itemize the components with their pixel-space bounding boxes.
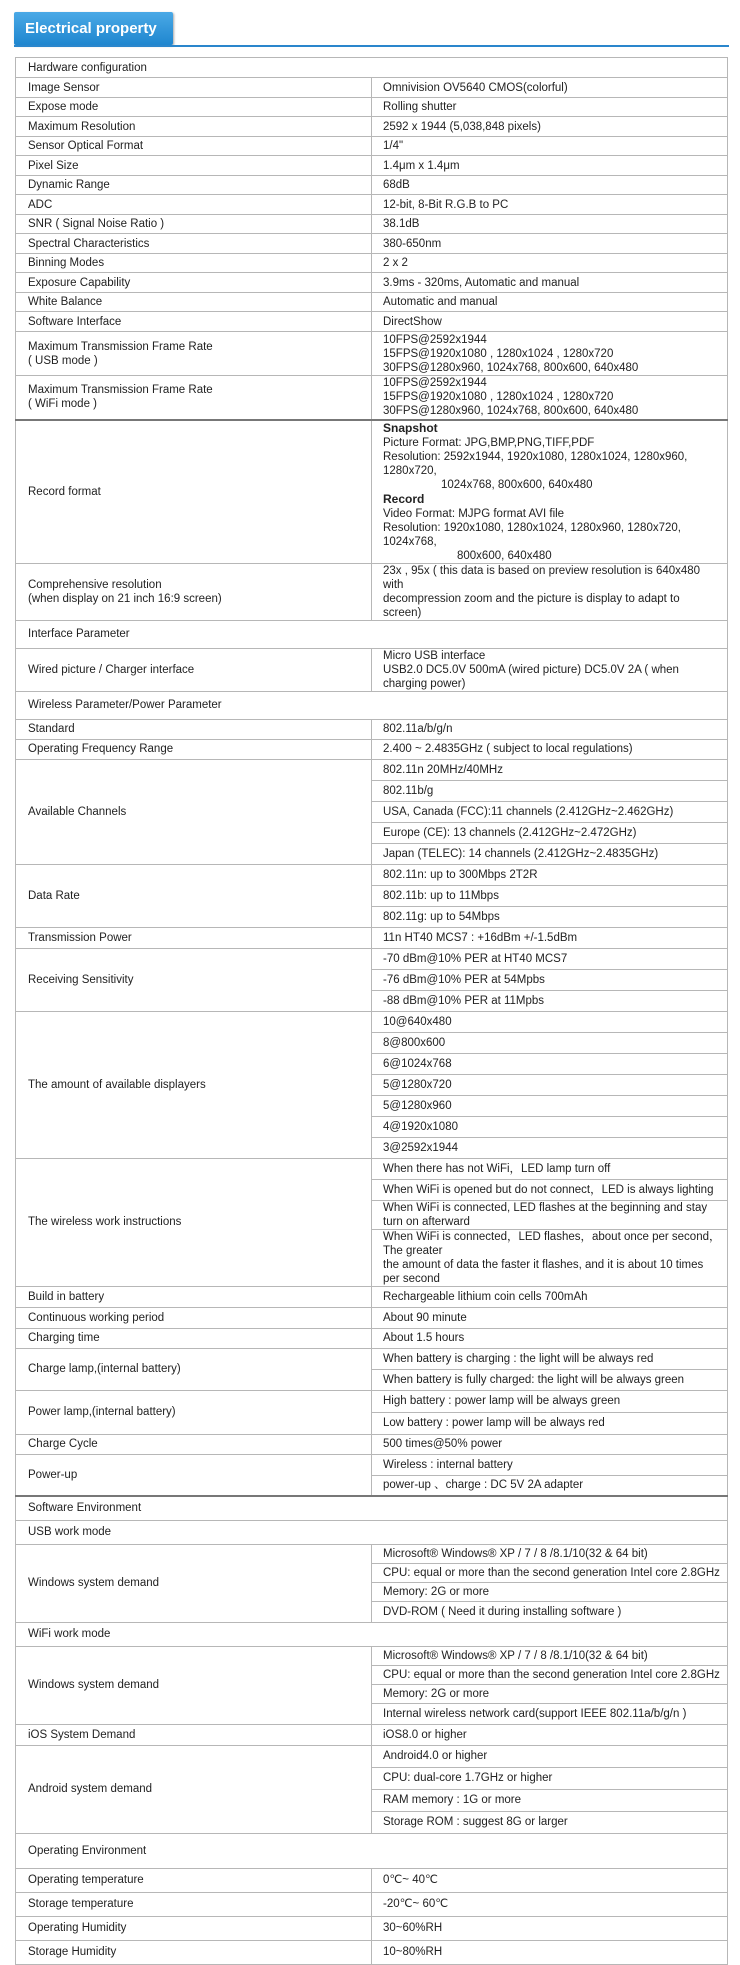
comp-value-line: decompression zoom and the picture is display to adapt to screen): [383, 592, 680, 619]
spec-key: Standard: [16, 719, 372, 739]
spec-value: Internal wireless network card(support IEEE 802.11a/b/g/n ): [372, 1703, 728, 1724]
spec-row: [16, 1940, 728, 1964]
spec-key: Pixel Size: [16, 156, 372, 176]
spec-key: iOS System Demand: [16, 1724, 372, 1745]
spec-key: Storage Humidity: [16, 1940, 372, 1964]
spec-key: Transmission Power: [16, 927, 372, 948]
spec-key: Continuous working period: [16, 1307, 372, 1328]
spec-key: Operating temperature: [16, 1868, 372, 1892]
section-software: Software Environment: [16, 1496, 728, 1520]
banner-rule: [14, 45, 729, 47]
section-row-interface: [16, 620, 728, 648]
spec-row: [16, 195, 728, 215]
fps-usb-key-line: Maximum Transmission Frame Rate: [28, 340, 213, 353]
spec-value: 802.11b/g: [372, 780, 728, 801]
spec-key: ADC: [16, 195, 372, 215]
subsection-row: [16, 1520, 728, 1544]
spec-table: [15, 57, 728, 1965]
record-resolution: Resolution: 1920x1080, 1280x1024, 1280x960, 1280x720, 1024x768,: [383, 521, 681, 548]
spec-row: [16, 948, 728, 969]
spec-key: Image Sensor: [16, 78, 372, 98]
spec-row: [16, 1307, 728, 1328]
spec-row: [16, 1011, 728, 1032]
spec-value: High battery : power lamp will be always green: [372, 1390, 728, 1412]
spec-value: [372, 376, 728, 420]
record-video-format: Video Format: MJPG format AVI file: [383, 507, 565, 520]
spec-value: When battery is fully charged: the light will be always green: [372, 1369, 728, 1390]
spec-value: 802.11g: up to 54Mbps: [372, 906, 728, 927]
spec-value: When battery is charging : the light will be always red: [372, 1348, 728, 1369]
spec-row: [16, 1390, 728, 1412]
spec-key: Available Channels: [16, 759, 372, 864]
spec-key: The amount of available displayers: [16, 1011, 372, 1158]
spec-value: 68dB: [372, 176, 728, 195]
section-hardware: Hardware configuration: [16, 58, 728, 78]
spec-value: 1.4μm x 1.4μm: [372, 156, 728, 176]
spec-row: [16, 1328, 728, 1348]
spec-value: 0℃~ 40℃: [372, 1868, 728, 1892]
spec-row: [16, 1434, 728, 1454]
spec-value: Microsoft® Windows® XP / 7 / 8 /8.1/10(32 & 64 bit): [372, 1544, 728, 1563]
spec-key: Power-up: [16, 1454, 372, 1496]
section-row-environment: [16, 1833, 728, 1868]
spec-value: CPU: dual-core 1.7GHz or higher: [372, 1767, 728, 1789]
spec-key: Windows system demand: [16, 1544, 372, 1622]
subsection-usb-mode: USB work mode: [16, 1520, 728, 1544]
spec-value: RAM memory : 1G or more: [372, 1789, 728, 1811]
spec-value: 3.9ms - 320ms, Automatic and manual: [372, 273, 728, 293]
spec-value: 12-bit, 8-Bit R.G.B to PC: [372, 195, 728, 215]
spec-value: 4@1920x1080: [372, 1116, 728, 1137]
comp-key-line: Comprehensive resolution: [28, 578, 162, 591]
spec-key: Expose mode: [16, 98, 372, 117]
spec-value: [372, 648, 728, 691]
spec-row: [16, 293, 728, 312]
subsection-wifi-mode: WiFi work mode: [16, 1622, 728, 1646]
spec-row: [16, 1724, 728, 1745]
spec-key: Storage temperature: [16, 1892, 372, 1916]
spec-value: When there has not WiFi，LED lamp turn off: [372, 1158, 728, 1179]
record-title: Record: [383, 491, 425, 506]
spec-key: Power lamp,(internal battery): [16, 1390, 372, 1434]
spec-key: [16, 332, 372, 376]
section-banner: Electrical property: [14, 12, 173, 45]
spec-value: 8@800x600: [372, 1032, 728, 1053]
spec-key: Spectral Characteristics: [16, 234, 372, 254]
spec-value: 6@1024x768: [372, 1053, 728, 1074]
section-environment: Operating Environment: [16, 1833, 728, 1868]
spec-value: 802.11a/b/g/n: [372, 719, 728, 739]
spec-value: -20℃~ 60℃: [372, 1892, 728, 1916]
snapshot-format: Picture Format: JPG,BMP,PNG,TIFF,PDF: [383, 436, 595, 449]
spec-row: [16, 156, 728, 176]
spec-row: [16, 739, 728, 759]
spec-value: 30~60%RH: [372, 1916, 728, 1940]
spec-row: [16, 563, 728, 620]
spec-value: 3@2592x1944: [372, 1137, 728, 1158]
spec-value: CPU: equal or more than the second generation Intel core 2.8GHz: [372, 1563, 728, 1582]
fps-line: 30FPS@1280x960, 1024x768, 800x600, 640x480: [383, 361, 639, 374]
spec-row: [16, 1916, 728, 1940]
fps-usb-key-line: ( USB mode ): [28, 354, 98, 367]
interface-line: Micro USB interface: [383, 649, 486, 662]
section-interface: Interface Parameter: [16, 620, 728, 648]
spec-value: Storage ROM : suggest 8G or larger: [372, 1811, 728, 1833]
spec-key: [16, 376, 372, 420]
spec-key: Sensor Optical Format: [16, 137, 372, 156]
spec-row: [16, 759, 728, 780]
spec-value: 38.1dB: [372, 215, 728, 234]
spec-key: Record format: [16, 420, 372, 564]
spec-value: Wireless : internal battery: [372, 1454, 728, 1475]
spec-key: Data Rate: [16, 864, 372, 927]
spec-key: Maximum Resolution: [16, 117, 372, 137]
snapshot-resolution: Resolution: 2592x1944, 1920x1080, 1280x1024, 1280x960, 1280x720,: [383, 450, 688, 477]
spec-value: 2 x 2: [372, 254, 728, 273]
spec-value: -70 dBm@10% PER at HT40 MCS7: [372, 948, 728, 969]
spec-row: [16, 1544, 728, 1563]
spec-value: -76 dBm@10% PER at 54Mpbs: [372, 969, 728, 990]
interface-line: USB2.0 DC5.0V 500mA (wired picture) DC5.0V 2A ( when charging power): [383, 663, 679, 690]
spec-row: [16, 78, 728, 98]
spec-value: Rechargeable lithium coin cells 700mAh: [372, 1286, 728, 1307]
instruction-line: When WiFi is connected，LED flashes，about once per second，The greater: [383, 1230, 721, 1257]
spec-key: Operating Frequency Range: [16, 739, 372, 759]
spec-value: When WiFi is connected, LED flashes at the beginning and stay turn on afterward: [372, 1200, 728, 1229]
spec-row: [16, 648, 728, 691]
spec-value: 11n HT40 MCS7 : +16dBm +/-1.5dBm: [372, 927, 728, 948]
spec-row: [16, 1892, 728, 1916]
spec-row: [16, 1286, 728, 1307]
spec-value: 10@640x480: [372, 1011, 728, 1032]
spec-value: 802.11n: up to 300Mbps 2T2R: [372, 864, 728, 885]
section-row-hardware: [16, 58, 728, 78]
spec-value: Europe (CE): 13 channels (2.412GHz~2.472GHz): [372, 822, 728, 843]
spec-value: Rolling shutter: [372, 98, 728, 117]
spec-key: Charge Cycle: [16, 1434, 372, 1454]
spec-value: [372, 1229, 728, 1286]
spec-value: power-up 、charge : DC 5V 2A adapter: [372, 1475, 728, 1496]
spec-key: Windows system demand: [16, 1646, 372, 1724]
spec-row: [16, 254, 728, 273]
spec-value: 802.11n 20MHz/40MHz: [372, 759, 728, 780]
spec-value: 2.400 ~ 2.4835GHz ( subject to local regulations): [372, 739, 728, 759]
spec-value: DirectShow: [372, 312, 728, 332]
spec-row: [16, 98, 728, 117]
spec-row: [16, 234, 728, 254]
spec-value: 1/4": [372, 137, 728, 156]
spec-value: 2592 x 1944 (5,038,848 pixels): [372, 117, 728, 137]
spec-key: Wired picture / Charger interface: [16, 648, 372, 691]
spec-row: [16, 1454, 728, 1475]
spec-row: [16, 332, 728, 376]
spec-key: Binning Modes: [16, 254, 372, 273]
spec-key: Software Interface: [16, 312, 372, 332]
spec-value: 10~80%RH: [372, 1940, 728, 1964]
spec-row: [16, 1745, 728, 1767]
spec-key: Operating Humidity: [16, 1916, 372, 1940]
spec-row: [16, 176, 728, 195]
spec-key: Charging time: [16, 1328, 372, 1348]
spec-value: 5@1280x960: [372, 1095, 728, 1116]
spec-row: [16, 273, 728, 293]
spec-value: Japan (TELEC): 14 channels (2.412GHz~2.4835GHz): [372, 843, 728, 864]
spec-key: Charge lamp,(internal battery): [16, 1348, 372, 1390]
spec-key: White Balance: [16, 293, 372, 312]
spec-value: Memory: 2G or more: [372, 1582, 728, 1601]
instruction-line: the amount of data the faster it flashes, and it is about 10 times per second: [383, 1258, 704, 1285]
snapshot-resolution-cont: 1024x768, 800x600, 640x480: [441, 478, 593, 491]
spec-value: iOS8.0 or higher: [372, 1724, 728, 1745]
spec-row: [16, 719, 728, 739]
spec-row: [16, 137, 728, 156]
section-wireless: Wireless Parameter/Power Parameter: [16, 691, 728, 719]
spec-value: Microsoft® Windows® XP / 7 / 8 /8.1/10(32 & 64 bit): [372, 1646, 728, 1665]
spec-key: [16, 563, 372, 620]
spec-row: [16, 420, 728, 564]
spec-key: Build in battery: [16, 1286, 372, 1307]
spec-row: [16, 1868, 728, 1892]
spec-key: The wireless work instructions: [16, 1158, 372, 1286]
section-row-software: [16, 1496, 728, 1520]
spec-key: SNR ( Signal Noise Ratio ): [16, 215, 372, 234]
comp-key-line: (when display on 21 inch 16:9 screen): [28, 592, 222, 605]
spec-row: [16, 927, 728, 948]
snapshot-title: Snapshot: [383, 420, 438, 435]
spec-row: [16, 312, 728, 332]
spec-value: Automatic and manual: [372, 293, 728, 312]
spec-value: [372, 563, 728, 620]
fps-line: 15FPS@1920x1080 , 1280x1024 , 1280x720: [383, 391, 614, 404]
spec-row: [16, 1646, 728, 1665]
spec-value: [372, 420, 728, 564]
spec-value: 380-650nm: [372, 234, 728, 254]
fps-line: 10FPS@2592x1944: [383, 377, 487, 390]
spec-value: Low battery : power lamp will be always red: [372, 1412, 728, 1434]
spec-value: When WiFi is opened but do not connect，LED is always lighting: [372, 1179, 728, 1200]
spec-value: 500 times@50% power: [372, 1434, 728, 1454]
spec-key: Receiving Sensitivity: [16, 948, 372, 1011]
spec-value: Omnivision OV5640 CMOS(colorful): [372, 78, 728, 98]
subsection-row: [16, 1622, 728, 1646]
spec-row: [16, 117, 728, 137]
spec-value: -88 dBm@10% PER at 11Mpbs: [372, 990, 728, 1011]
spec-value: 5@1280x720: [372, 1074, 728, 1095]
spec-value: Android4.0 or higher: [372, 1745, 728, 1767]
section-row-wireless: [16, 691, 728, 719]
spec-value: CPU: equal or more than the second generation Intel core 2.8GHz: [372, 1665, 728, 1684]
fps-line: 10FPS@2592x1944: [383, 333, 487, 346]
spec-value: USA, Canada (FCC):11 channels (2.412GHz~2.462GHz): [372, 801, 728, 822]
spec-row: [16, 1348, 728, 1369]
spec-key: Android system demand: [16, 1745, 372, 1833]
spec-row: [16, 1158, 728, 1179]
spec-key: Dynamic Range: [16, 176, 372, 195]
fps-line: 15FPS@1920x1080 , 1280x1024 , 1280x720: [383, 347, 614, 360]
spec-value: [372, 332, 728, 376]
spec-value: About 90 minute: [372, 1307, 728, 1328]
record-resolution-cont: 800x600, 640x480: [457, 549, 552, 562]
spec-row: [16, 215, 728, 234]
spec-value: About 1.5 hours: [372, 1328, 728, 1348]
spec-row: [16, 864, 728, 885]
spec-value: Memory: 2G or more: [372, 1684, 728, 1703]
fps-line: 30FPS@1280x960, 1024x768, 800x600, 640x480: [383, 405, 639, 418]
spec-value: 802.11b: up to 11Mbps: [372, 885, 728, 906]
spec-value: DVD-ROM ( Need it during installing software ): [372, 1601, 728, 1622]
spec-row: [16, 376, 728, 420]
fps-wifi-key-line: Maximum Transmission Frame Rate: [28, 384, 213, 397]
fps-wifi-key-line: ( WiFi mode ): [28, 398, 97, 411]
spec-key: Exposure Capability: [16, 273, 372, 293]
comp-value-line: 23x , 95x ( this data is based on preview resolution is 640x480 with: [383, 564, 701, 591]
